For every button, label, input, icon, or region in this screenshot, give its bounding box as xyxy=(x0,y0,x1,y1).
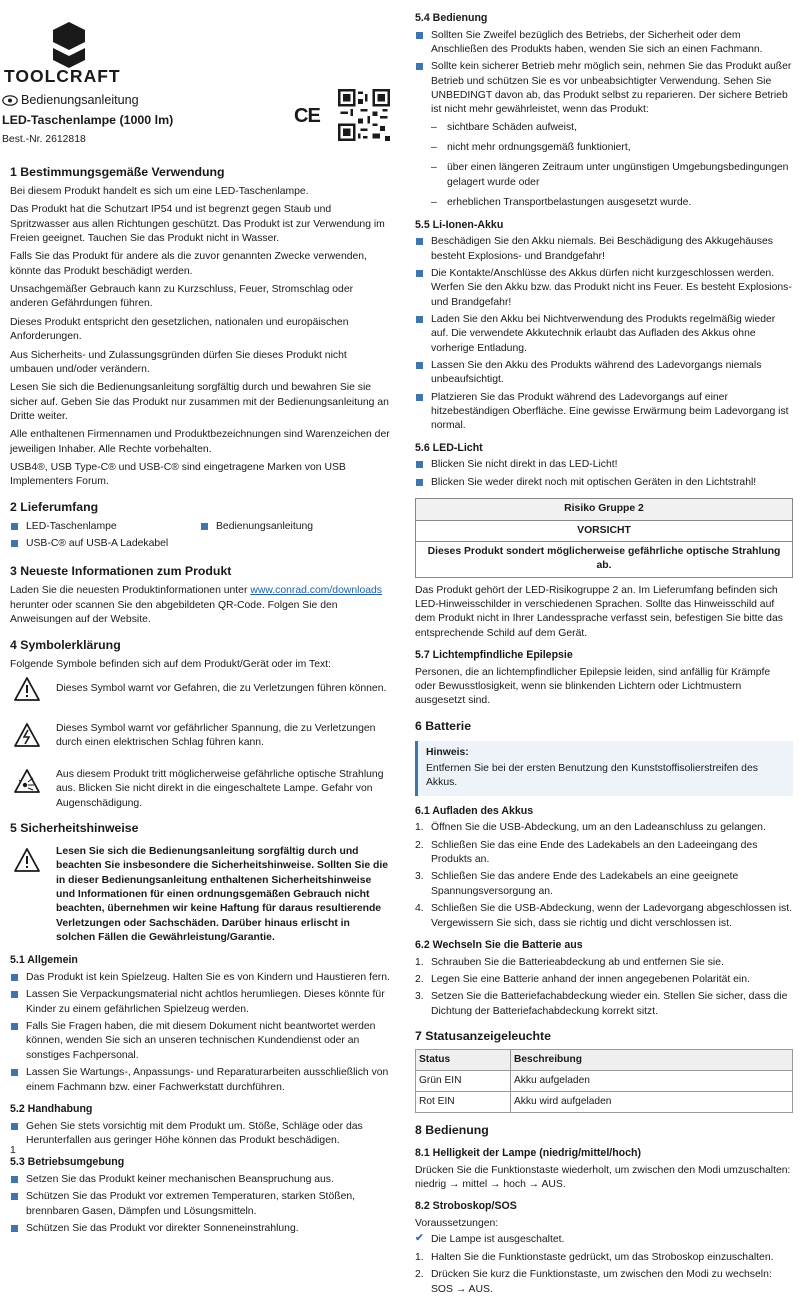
bullet-icon xyxy=(416,270,423,277)
risk-caution: VORSICHT xyxy=(416,521,792,542)
bullet-icon xyxy=(11,540,18,547)
paragraph: Personen, die an lichtempfindlicher Epilepsie leiden, sind anfällig für Krämpfe oder Bewusstlosigkeit, wenn sie blinkenden Lichtern oder Lichtmustern ausgesetzt sind. xyxy=(415,666,771,707)
ce-mark: CE xyxy=(294,105,320,127)
right-column xyxy=(415,6,793,1300)
list-item: Die Kontakte/Anschlüsse des Akkus dürfen nicht kurzgeschlossen werden. Werfen Sie den Akku bzw. das Produkt nicht ins Feuer. Es besteht Explosions- und Brandgefahr! xyxy=(415,267,793,310)
section-5-title: 5 Sicherheitshinweise xyxy=(10,820,139,835)
paragraph: USB4®, USB Type-C® und USB-C® sind eingetragene Marken von USB Implementers Forum. xyxy=(10,462,346,488)
bullet-icon xyxy=(11,1069,18,1076)
list-item: Falls Sie Fragen haben, die mit diesem Dokument nicht beantwortet werden können, wenden Sie sich an unseren technischen Kundendienst oder an sonstiges Fachpersonal. xyxy=(10,1020,390,1063)
symbol-description: Dieses Symbol warnt vor Gefahren, die zu Verletzungen führen können. xyxy=(56,682,387,694)
section-4-title: 4 Symbolerklärung xyxy=(10,637,121,652)
doc-type-label: Bedienungsanleitung xyxy=(21,93,139,107)
list-item: LED-Taschenlampe xyxy=(10,520,200,534)
list-item: 2. Schließen Sie das eine Ende des Ladekabels an den Ladeeingang des Produkts an. xyxy=(415,839,758,866)
downloads-link[interactable]: www.conrad.com/downloads xyxy=(250,585,382,597)
section-2-title: 2 Lieferumfang xyxy=(10,499,99,514)
list-item: Lassen Sie den Akku des Produkts während des Ladevorgangs niemals unbeaufsichtigt. xyxy=(415,359,793,388)
list-item: 1. Schrauben Sie die Batterieabdeckung ab und entfernen Sie sie. xyxy=(415,956,724,968)
list-item: 3. Schließen Sie das andere Ende des Ladekabels an eine geeignete Spannungsversorgung an. xyxy=(415,871,739,897)
bullet-icon xyxy=(416,63,423,70)
section-8-title: 8 Bedienung xyxy=(415,1123,489,1138)
section-5-4-title: 5.4 Bedienung xyxy=(415,12,488,24)
bullet-icon xyxy=(416,461,423,468)
bullet-icon xyxy=(11,974,18,981)
list-item: Schützen Sie das Produkt vor extremen Temperaturen, starken Stößen, brennbaren Gasen, Dämpfen und Lösungsmitteln. xyxy=(10,1190,390,1219)
list-item: – sichtbare Schäden aufweist, xyxy=(431,121,577,133)
section-5-3-title: 5.3 Betriebsumgebung xyxy=(10,1156,125,1169)
prerequisite-item: ✔ Die Lampe ist ausgeschaltet. xyxy=(415,1233,565,1246)
section-6-1-title: 6.1 Aufladen des Akkus xyxy=(415,804,534,817)
list-item: Das Produkt ist kein Spielzeug. Halten Sie es von Kindern und Haustieren fern. xyxy=(10,971,390,985)
list-item: 2. Drücken Sie kurz die Funktionstaste, um zwischen den Modi zu wechseln: SOS → AUS. xyxy=(415,1269,772,1295)
page-number: 1 xyxy=(10,1145,16,1156)
bullet-icon xyxy=(11,523,18,530)
list-item: Gehen Sie stets vorsichtig mit dem Produkt um. Stöße, Schläge oder das Herunterfallen aus geringer Höhe können das Produkt beschädigen. xyxy=(10,1120,390,1149)
section-6-2-title: 6.2 Wechseln Sie die Batterie aus xyxy=(415,938,583,951)
list-item: Lassen Sie Wartungs-, Anpassungs- und Reparaturarbeiten ausschließlich von einem Fachmann bzw. einer Fachwerkstatt durchführen. xyxy=(10,1066,390,1095)
bullet-icon xyxy=(11,1193,18,1200)
list-item: Bedienungsanleitung xyxy=(200,520,313,534)
paragraph: Falls Sie das Produkt für andere als die zuvor genannten Zwecke verwenden, könnte das Produkt beschädigt werden. xyxy=(10,251,367,277)
paragraph: Das Produkt hat die Schutzart IP54 und ist begrenzt gegen Staub und Spritzwasser aus allen Richtungen geschützt. Das Produkt ist zur Verwendung im Freien geeignet. Tauchen Sie das Produkt nicht in Wasser. xyxy=(10,204,385,245)
paragraph: Aus Sicherheits- und Zulassungsgründen dürfen Sie dieses Produkt nicht umbauen und/oder verändern. xyxy=(10,349,347,375)
bullet-icon xyxy=(416,32,423,39)
paragraph: Unsachgemäßer Gebrauch kann zu Kurzschluss, Feuer, Stromschlag oder anderen Gefährdungen führen. xyxy=(10,284,354,310)
paragraph: Alle enthaltenen Firmennamen und Produktbezeichnungen sind Warenzeichen der jeweiligen Inhaber. Alle Rechte vorbehalten. xyxy=(10,429,390,455)
section-8-2-title: 8.2 Stroboskop/SOS xyxy=(415,1200,517,1213)
eye-icon xyxy=(2,95,18,106)
paragraph: Drücken Sie die Funktionstaste wiederholt, um zwischen den Modi umzuschalten: niedrig → mittel → hoch → AUS. xyxy=(415,1164,791,1191)
section-5-7-title: 5.7 Lichtempfindliche Epilepsie xyxy=(415,649,573,662)
risk-group-label: Risiko Gruppe 2 xyxy=(416,499,792,520)
section-5-2-title: 5.2 Handhabung xyxy=(10,1102,93,1115)
bullet-icon xyxy=(416,394,423,401)
list-item: – erheblichen Transportbelastungen ausgesetzt wurde. xyxy=(431,197,692,209)
paragraph: Laden Sie die neuesten Produktinformationen unter www.conrad.com/downloads herunter oder scannen Sie den abgebildeten QR-Code. Folgen Sie den Anweisungen auf der Website. xyxy=(10,585,382,626)
bullet-icon xyxy=(416,316,423,323)
warning-text: Lesen Sie sich die Bedienungsanleitung sorgfältig durch und beachten Sie insbesondere die Sicherheitshinweise. Sollten Sie die in dieser Bedienungsanleitung enthaltenen Sicherheitshinweise und Informationen für einen ordnungsgemäßen Gebrauch nicht beachten, übernehmen wir keine Haftung für daraus resultierende Verletzungen oder Sachschäden. Darüber hinaus erlischt in solchen Fällen die Gewährleistung/Garantie. xyxy=(56,845,389,944)
safety-warning xyxy=(10,845,390,946)
section-3-title: 3 Neueste Informationen zum Produkt xyxy=(10,564,232,579)
high-voltage-icon xyxy=(14,722,40,748)
list-item: Laden Sie den Akku bei Nichtverwendung des Produkts regelmäßig wieder auf. Die verwendete Akkutechnik erlaubt das Aufladen des Akkus ohne vorherige Entladung. xyxy=(415,313,793,356)
symbol-description: Dieses Symbol warnt vor gefährlicher Spannung, die zu Verletzungen durch einen elektrischen Schlag führen kann. xyxy=(56,722,376,749)
status-table xyxy=(415,1049,793,1113)
section-6-title: 6 Batterie xyxy=(415,718,472,733)
brand-name: TOOLCRAFT xyxy=(4,66,121,86)
paragraph: Bei diesem Produkt handelt es sich um eine LED-Taschenlampe. xyxy=(10,185,309,197)
optical-radiation-icon xyxy=(14,768,40,794)
list-item: Lassen Sie Verpackungsmaterial nicht achtlos herumliegen. Dieses könnte für Kinder zu einem gefährlichen Spielzeug werden. xyxy=(10,988,390,1017)
qr-code-icon xyxy=(338,89,390,141)
bullet-icon xyxy=(11,1176,18,1183)
list-item: 1. Öffnen Sie die USB-Abdeckung, um an den Ladeanschluss zu gelangen. xyxy=(415,822,766,834)
paragraph: Lesen Sie sich die Bedienungsanleitung sorgfältig durch und bewahren Sie sie sicher auf. Geben Sie das Produkt nur zusammen mit der Bedienungsanleitung an Dritte weiter. xyxy=(10,382,389,422)
table-header: Status xyxy=(416,1049,511,1070)
risk-statement: Dieses Produkt sondert möglicherweise gefährliche optische Strahlung ab. xyxy=(427,545,781,572)
list-item: Schützen Sie das Produkt vor direkter Sonneneinstrahlung. xyxy=(10,1222,390,1236)
order-number: Best.-Nr. 2612818 xyxy=(2,134,86,145)
table-cell: Rot EIN xyxy=(416,1092,511,1113)
list-item: Beschädigen Sie den Akku niemals. Bei Beschädigung des Akkugehäuses besteht Explosions- und Brandgefahr! xyxy=(415,235,793,264)
list-item: Setzen Sie das Produkt keiner mechanischen Beanspruchung aus. xyxy=(10,1173,390,1187)
hint-box xyxy=(415,741,793,796)
bullet-icon xyxy=(416,362,423,369)
section-8-1-title: 8.1 Helligkeit der Lampe (niedrig/mittel/hoch) xyxy=(415,1147,642,1160)
section-7-title: 7 Statusanzeigeleuchte xyxy=(415,1028,551,1043)
list-item: – nicht mehr ordnungsgemäß funktioniert, xyxy=(431,142,631,154)
delivery-list xyxy=(10,520,390,555)
list-item: 2. Legen Sie eine Batterie anhand der innen angegebenen Polarität ein. xyxy=(415,973,750,985)
risk-group-box xyxy=(415,498,793,577)
table-header-row xyxy=(416,1049,793,1070)
list-item: Sollten Sie Zweifel bezüglich des Betriebs, der Sicherheit oder dem Anschließen des Produkts haben, wenden Sie sich an einen Fachmann. xyxy=(415,29,793,58)
paragraph: Das Produkt gehört der LED-Risikogruppe 2 an. Im Lieferumfang befinden sich LED-Hinweisschilder in verschiedenen Sprachen. Sollte das Hinweisschild auf dem Produkt nicht in Ihrer Landessprache verfasst sein, befestigen Sie bitte das entsprechende Schild auf dem Gerät. xyxy=(415,584,783,639)
bullet-icon xyxy=(416,238,423,245)
list-item: – über einen längeren Zeitraum unter ungünstigen Umgebungsbedingungen gelagert wurde oder xyxy=(431,162,789,188)
doc-type xyxy=(2,92,139,109)
list-item: 3. Setzen Sie die Batteriefachabdeckung wieder ein. Stellen Sie sicher, dass die Dichtung der Batteriefachabdeckung korrekt sitzt. xyxy=(415,991,788,1017)
paragraph: Folgende Symbole befinden sich auf dem Produkt/Gerät oder im Text: xyxy=(10,658,331,670)
list-item: 1. Halten Sie die Funktionstaste gedrückt, um das Stroboskop einzuschalten. xyxy=(415,1251,774,1263)
bullet-icon xyxy=(11,1225,18,1232)
hint-title: Hinweis: xyxy=(426,746,469,758)
bullet-icon xyxy=(11,1123,18,1130)
list-item: Platzieren Sie das Produkt während des Ladevorgangs auf einer hitzebeständigen Oberfläche. Eine gewisse Erwärmung beim Ladevorgang ist normal. xyxy=(415,391,793,434)
symbol-row xyxy=(10,722,390,762)
warning-triangle-icon xyxy=(14,676,40,702)
bullet-icon xyxy=(416,479,423,486)
list-item: USB-C® auf USB-A Ladekabel xyxy=(10,537,200,551)
table-cell: Akku aufgeladen xyxy=(511,1071,793,1092)
symbol-description: Aus diesem Produkt tritt möglicherweise gefährliche optische Strahlung aus. Blicken Sie nicht direkt in die eingeschaltete Lampe. Gefahr von Augenschädigung. xyxy=(56,768,384,809)
section-1-title: 1 Bestimmungsgemäße Verwendung xyxy=(10,165,225,179)
hint-text: Entfernen Sie bei der ersten Benutzung den Kunststoffisolierstreifen des Akkus. xyxy=(426,763,758,789)
product-title: LED-Taschenlampe (1000 lm) xyxy=(2,113,174,127)
table-cell: Akku wird aufgeladen xyxy=(511,1092,793,1113)
symbol-row xyxy=(10,676,390,716)
symbol-row xyxy=(10,768,390,811)
bullet-icon xyxy=(11,991,18,998)
list-item: 4. Schließen Sie die USB-Abdeckung, wenn der Ladevorgang abgeschlossen ist. Vergewissern Sie sich, dass sie richtig und dicht verschlossen ist. xyxy=(415,903,793,929)
checkmark-icon: ✔ xyxy=(415,1233,424,1245)
warning-triangle-icon xyxy=(14,847,40,873)
table-row xyxy=(416,1092,793,1113)
table-header: Beschreibung xyxy=(511,1049,793,1070)
section-5-6-title: 5.6 LED-Licht xyxy=(415,441,483,454)
list-item: Sollte kein sicherer Betrieb mehr möglich sein, nehmen Sie das Produkt außer Betrieb und schützen Sie es vor unbeabsichtigter Verwendung. Sehen Sie UNBEDINGT davon ab, das Produkt selbst zu reparieren. Der sichere Betrieb ist nicht mehr gewährleistet, wenn das Produkt: xyxy=(415,60,793,117)
paragraph: Dieses Produkt entspricht den gesetzlichen, nationalen und europäischen Anforderungen. xyxy=(10,316,349,343)
table-cell: Grün EIN xyxy=(416,1071,511,1092)
bullet-icon xyxy=(11,1023,18,1030)
table-row xyxy=(416,1071,793,1092)
list-item: Blicken Sie weder direkt noch mit optischen Geräten in den Lichtstrahl! xyxy=(415,476,793,490)
prerequisites-label: Voraussetzungen: xyxy=(415,1218,499,1230)
section-5-5-title: 5.5 Li-Ionen-Akku xyxy=(415,218,504,231)
list-item: Blicken Sie nicht direkt in das LED-Licht! xyxy=(415,458,793,472)
section-5-1-title: 5.1 Allgemein xyxy=(10,954,78,967)
bullet-icon xyxy=(201,523,208,530)
left-column xyxy=(10,155,390,1239)
